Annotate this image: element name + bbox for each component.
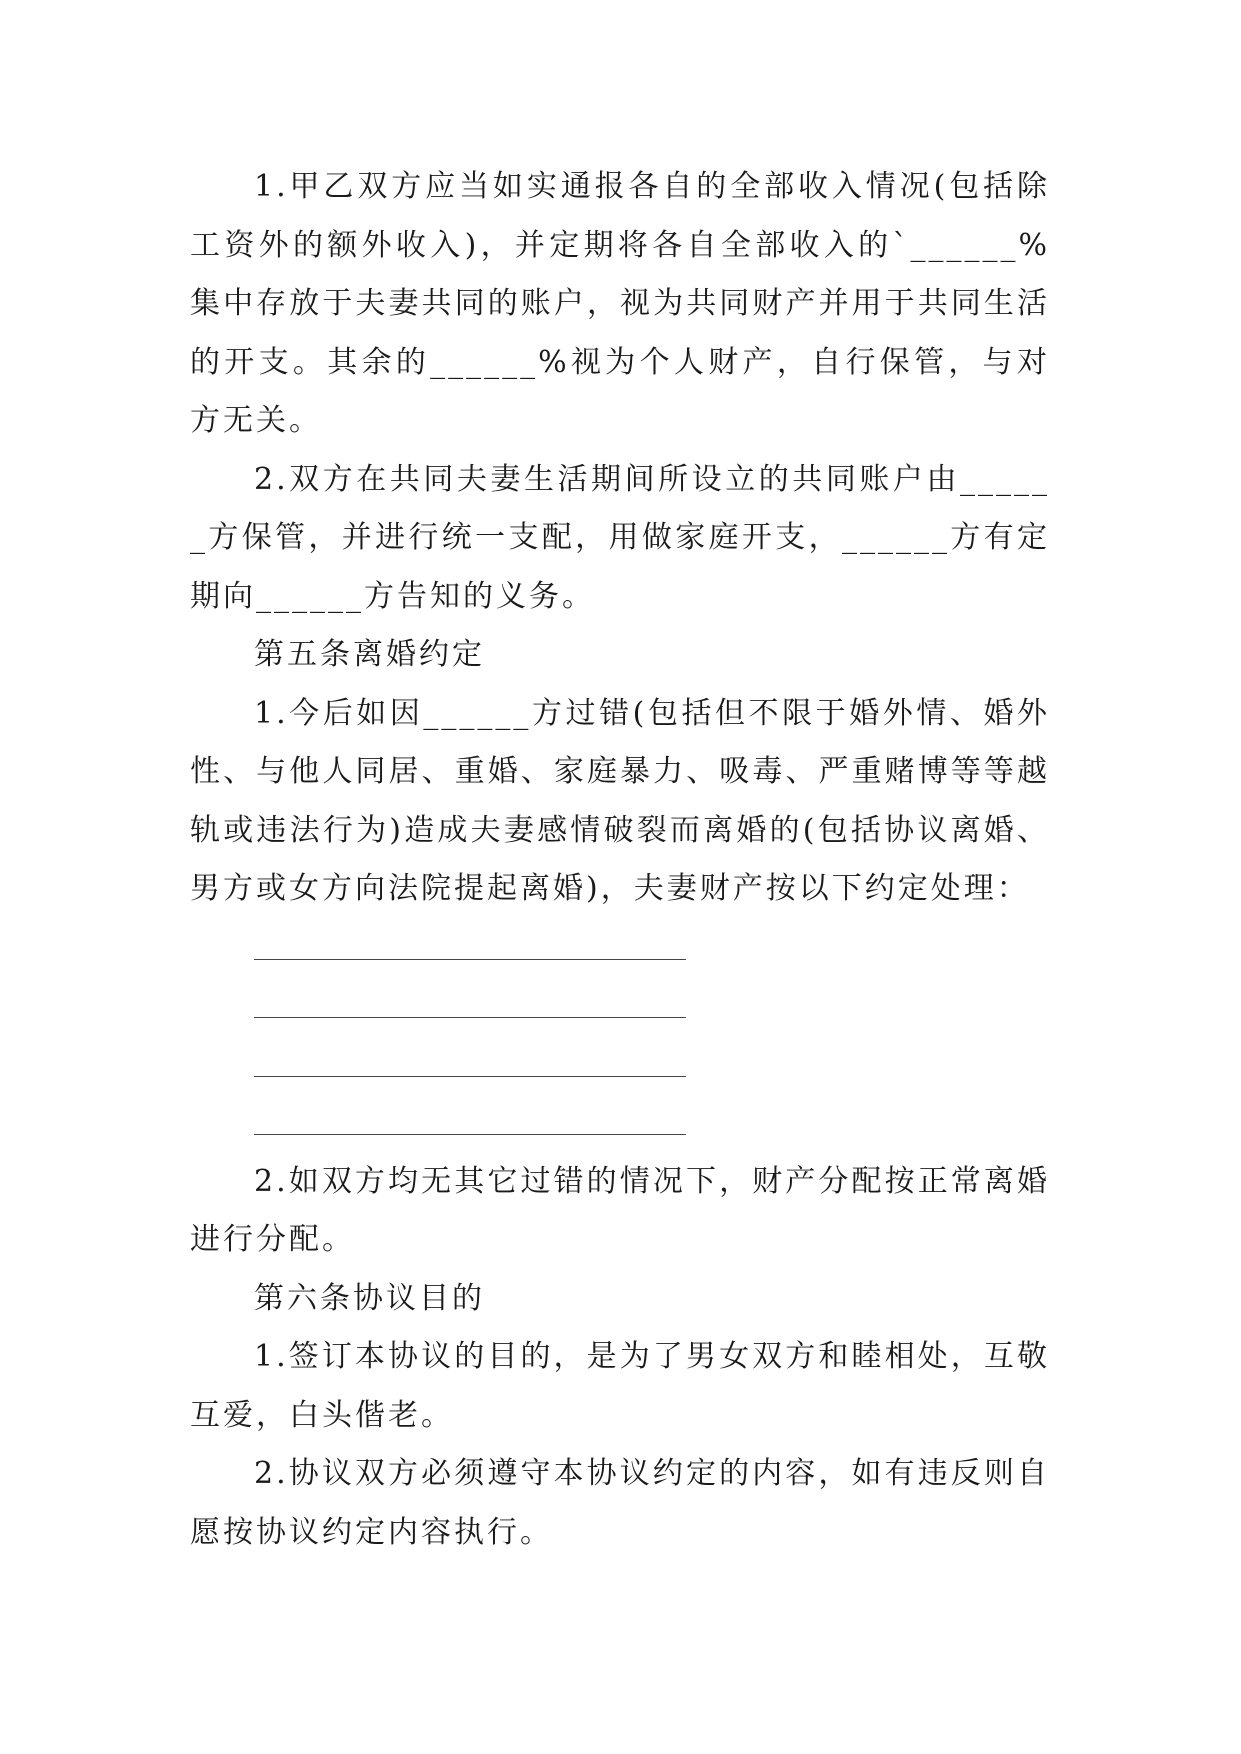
article-5-item-1: 1.今后如因______方过错(包括但不限于婚外情、婚外性、与他人同居、重婚、家庭暴力、吸毒、严重赌博等等越轨或违法行为)造成夫妻感情破裂而离婚的(包括协议离婚、男方或女方向法院提起离婚)，夫妻财产按以下约定处理： xyxy=(190,695,1050,906)
article-6-title: 第六条协议目的 xyxy=(254,1280,485,1316)
article-6-item-2: 2.协议双方必须遵守本协议约定的内容，如有违反则自愿按协议约定内容执行。 xyxy=(190,1456,1050,1550)
article-6-item-1: 1.签订本协议的目的，是为了男女双方和睦相处，互敬互爱，白头偕老。 xyxy=(190,1339,1050,1433)
fill-in-blank-line xyxy=(254,1036,1050,1095)
article-5-item-2: 2.如双方均无其它过错的情况下，财产分配按正常离婚进行分配。 xyxy=(190,1163,1050,1257)
income-clause-paragraph: 1.甲乙双方应当如实通报各自的全部收入情况(包括除工资外的额外收入)，并定期将各自全部收入的`______%集中存放于夫妻共同的账户，视为共同财产并用于共同生活的开支。其余的______%视为个人财产，自行保管，与对方无关。 xyxy=(190,169,1050,438)
fill-in-blank-line xyxy=(254,977,1050,1036)
fill-in-blank-line xyxy=(254,1094,1050,1153)
document-body xyxy=(190,158,1050,1562)
joint-account-paragraph: 2.双方在共同夫妻生活期间所设立的共同账户由______方保管，并进行统一支配，用做家庭开支，______方有定期向______方告知的义务。 xyxy=(190,461,1050,614)
article-5-title: 第五条离婚约定 xyxy=(254,637,485,672)
fill-in-blank-line xyxy=(254,919,1050,978)
